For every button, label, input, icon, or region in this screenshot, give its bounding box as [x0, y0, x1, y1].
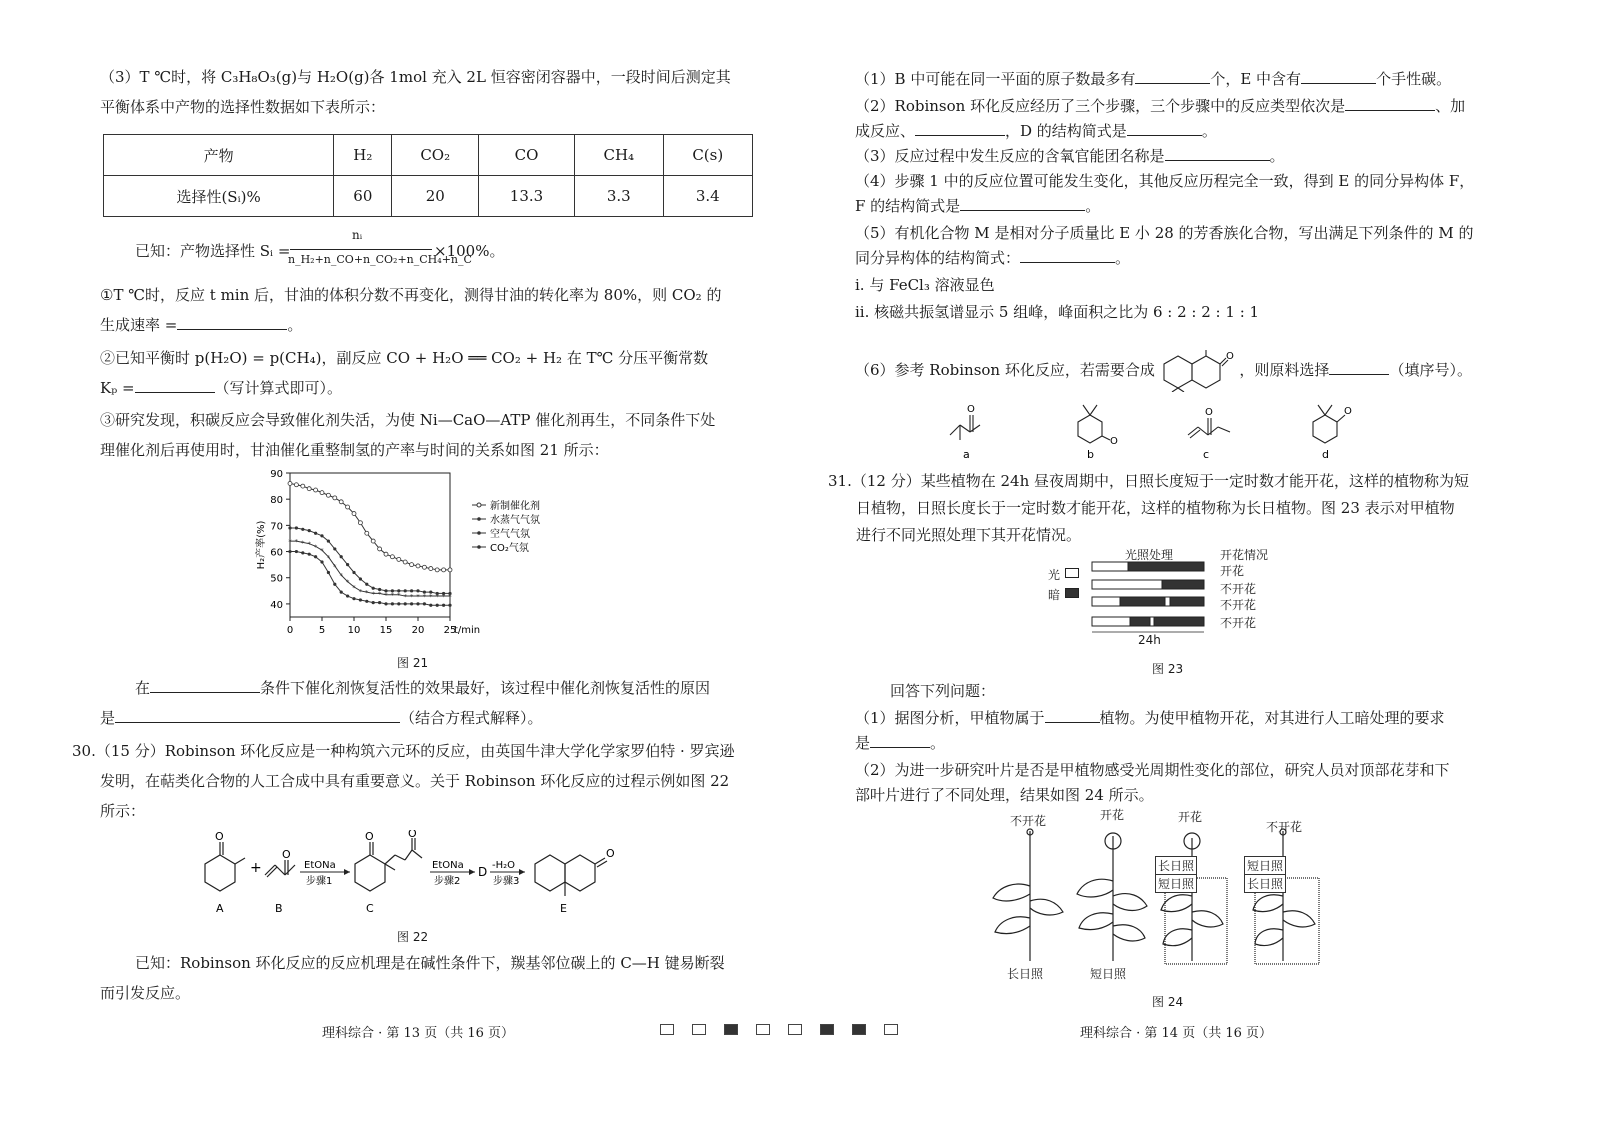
box4-inner-label: 长日照	[1244, 874, 1286, 893]
data-point: *	[326, 553, 331, 562]
data-point: *	[448, 593, 452, 602]
y-tick-label: 70	[270, 521, 283, 533]
legend-light-box	[1065, 568, 1079, 578]
step3-reagent: -H₂O	[492, 860, 516, 871]
option-b-structure	[1078, 405, 1110, 443]
option-label[interactable]: c	[1203, 448, 1210, 460]
atom-o: O	[1205, 407, 1213, 418]
answer-blank[interactable]	[1329, 360, 1389, 375]
bar-1	[1092, 562, 1204, 571]
data-point	[314, 532, 317, 535]
table-cell: 20	[392, 176, 479, 217]
answer-blank[interactable]	[1135, 69, 1210, 84]
data-point	[429, 567, 433, 571]
legend-marker	[477, 503, 481, 507]
a1b: 植物。为使甲植物开花，对其进行人工暗处理的要求	[1099, 709, 1445, 727]
atom-o: O	[408, 830, 417, 840]
fig24-caption: 图 24	[1152, 995, 1184, 1009]
y-tick-label: 90	[270, 469, 283, 480]
print-mark	[724, 1024, 738, 1035]
item1-line1: ①T ℃时，反应 t min 后，甘油的体积分数不再变化，测得甘油的转化率为 80%，则 CO₂ 的	[100, 286, 722, 304]
chart-legend	[472, 499, 540, 554]
data-point: *	[422, 593, 427, 602]
data-point	[371, 539, 375, 543]
plus-sign: +	[250, 860, 262, 876]
q4-end: 。	[1085, 197, 1101, 215]
chart-axes	[254, 469, 480, 636]
answer-blank[interactable]	[1301, 69, 1376, 84]
data-point: *	[352, 583, 356, 592]
y-tick-label: 80	[270, 495, 283, 507]
q4b: F 的结构简式是	[855, 197, 961, 215]
legend-light-label: 光	[1048, 568, 1061, 582]
data-point: *	[294, 538, 299, 547]
data-point	[416, 564, 420, 568]
table-header: CO	[478, 135, 574, 176]
q31-line2: 日植物，日照长度长于一定时数才能开花，这样的植物称为长日植物。图 23 表示对甲植物	[856, 499, 1455, 517]
answer-blank[interactable]	[150, 678, 260, 693]
answer-blank[interactable]	[1165, 146, 1270, 161]
data-point	[372, 601, 375, 604]
data-point: *	[435, 593, 439, 602]
legend-label: 水蒸气气氛	[490, 515, 540, 526]
plant-4	[1253, 829, 1319, 964]
item2	[100, 343, 760, 403]
a2-line2: 部叶片进行了不同处理，结果如图 24 所示。	[855, 786, 1154, 804]
atom-o: O	[967, 404, 975, 415]
item2-end: （写计算式即可）。	[214, 379, 343, 397]
x-tick-label: 10	[347, 625, 361, 636]
legend-label: 空气气氛	[490, 529, 530, 540]
q5b: 同分异构体的结构简式：	[855, 249, 1021, 267]
data-point	[327, 539, 330, 542]
q2e: 。	[1201, 122, 1217, 140]
data-point	[327, 571, 330, 574]
after-fig21-b: 条件下催化剂恢复活性的效果最好，该过程中催化剂恢复活性的原因	[260, 679, 711, 697]
print-mark	[660, 1024, 674, 1035]
option-label[interactable]: d	[1322, 448, 1329, 460]
y-tick-label: 60	[270, 547, 283, 559]
option-c-structure	[1188, 418, 1230, 438]
data-point	[435, 568, 439, 572]
atom-o: O	[1110, 436, 1118, 447]
data-point: *	[333, 562, 337, 571]
data-point	[288, 550, 291, 553]
step1-reagent: EtONa	[304, 860, 336, 871]
step3-label: 步骤3	[493, 876, 520, 887]
data-point	[314, 555, 317, 558]
result: 不开花	[1220, 598, 1257, 612]
data-point	[410, 589, 413, 592]
data-point: *	[371, 590, 375, 599]
q3-intro	[100, 62, 760, 122]
data-point	[295, 526, 298, 529]
data-point	[403, 560, 407, 564]
fig23-col2: 开花情况	[1220, 548, 1269, 562]
q6b: ，则原料选择	[1239, 361, 1330, 379]
item1	[100, 280, 760, 340]
data-point: *	[301, 539, 305, 548]
known2	[100, 948, 760, 1008]
data-point: *	[384, 591, 388, 600]
fig21-caption: 图 21	[397, 656, 429, 670]
legend-dark-label: 暗	[1048, 588, 1061, 602]
known-formula-suffix: ×100%。	[434, 242, 505, 260]
step1-label: 步骤1	[306, 876, 333, 887]
fig24-bottom-label: 长日照	[1007, 967, 1044, 981]
data-point	[308, 553, 311, 556]
table-header: 产物	[104, 135, 334, 176]
fig24-top-label: 不开花	[1266, 820, 1303, 834]
atom-o: O	[365, 830, 374, 843]
legend-dark-box	[1065, 588, 1079, 598]
plant-3	[1161, 833, 1227, 964]
q2d: ，D 的结构简式是	[1005, 122, 1127, 140]
data-point: *	[313, 543, 318, 552]
item3-line1: ③研究发现，积碳反应会导致催化剂失活，为使 Ni—CaO—ATP 催化剂再生，不同条件下处	[100, 411, 716, 429]
y-tick-label: 40	[270, 599, 283, 611]
data-point	[384, 602, 387, 605]
page-footer: 理科综合 · 第 14 页（共 16 页）	[1080, 1026, 1273, 1041]
q3-intro-line2: 平衡体系中产物的选择性数据如下表所示：	[100, 98, 386, 116]
data-point	[294, 483, 298, 487]
answer-blank[interactable]	[1127, 121, 1202, 136]
known2-line1: 已知：Robinson 环化反应的反应机理是在碱性条件下，羰基邻位碳上的 C—H 键易断裂	[135, 954, 725, 972]
table-header: C(s)	[663, 135, 752, 176]
data-point	[390, 555, 394, 559]
known-formula-numerator: nᵢ	[352, 228, 363, 242]
answer-blank[interactable]	[115, 708, 400, 723]
answer-blank[interactable]	[960, 196, 1085, 211]
legend-label: 新制催化剂	[490, 501, 540, 512]
data-point	[359, 598, 362, 601]
plant-2	[1077, 833, 1147, 961]
data-point	[295, 550, 298, 553]
after-fig21-a: 在	[135, 679, 151, 697]
item3	[100, 405, 760, 465]
answer-blank[interactable]	[1045, 708, 1100, 723]
answer-blank[interactable]	[915, 121, 1005, 136]
data-point	[448, 604, 451, 607]
q30-line2: 发明，在萜类化合物的人工合成中具有重要意义。关于 Robinson 环化反应的过程示例如图 22	[100, 772, 730, 790]
q1b: 个，E 中含有	[1210, 70, 1302, 88]
page-footer: 理科综合 · 第 13 页（共 16 页）	[322, 1026, 515, 1041]
intermediate-d: D	[478, 865, 488, 879]
q6	[855, 350, 1472, 392]
data-point: *	[409, 593, 414, 602]
table-cell: 13.3	[478, 176, 574, 217]
q30-subquestions	[855, 64, 1545, 327]
item2-line1: ②已知平衡时 p(H₂O) = p(CH₄)，副反应 CO + H₂O ══ CO₂ + H₂ 在 T℃ 分压平衡常数	[100, 349, 709, 367]
box3-inner-label: 短日照	[1155, 874, 1197, 893]
data-point	[320, 491, 324, 495]
data-point	[346, 594, 349, 597]
option-a-structure	[950, 415, 980, 440]
data-point	[365, 583, 368, 586]
table-header: H₂	[334, 135, 392, 176]
label-a: A	[216, 902, 224, 915]
data-point: *	[416, 593, 420, 602]
fig24-bottom-label: 短日照	[1090, 967, 1127, 981]
target-molecule	[1160, 350, 1235, 392]
after-fig21-d: （结合方程式解释）。	[400, 709, 543, 727]
result: 不开花	[1220, 616, 1257, 630]
data-point	[339, 500, 343, 504]
fig22-scheme	[190, 830, 620, 920]
option-d-structure	[1313, 405, 1345, 443]
q1: （1）B 中可能在同一平面的原子数最多有	[855, 70, 1136, 88]
data-point: *	[390, 591, 395, 600]
q30-line3: 所示：	[100, 802, 146, 820]
a2-line1: （2）为进一步研究叶片是否是甲植物感受光周期性变化的部位，研究人员对顶部花芽和下	[855, 761, 1450, 779]
answer-blank[interactable]	[177, 315, 287, 330]
step2-label: 步骤2	[434, 876, 461, 887]
q6c: （填序号）。	[1389, 361, 1472, 379]
fig24-top-label: 不开花	[1010, 814, 1047, 828]
answer-blank[interactable]	[1345, 96, 1435, 111]
data-point	[308, 529, 311, 532]
data-point	[288, 481, 292, 485]
atom-o: O	[215, 830, 224, 843]
data-point	[404, 589, 407, 592]
data-point	[423, 602, 426, 605]
after-fig21-c: 是	[100, 709, 116, 727]
data-point	[384, 552, 388, 556]
data-point	[340, 591, 343, 594]
fraction-bar	[290, 249, 432, 250]
x-axis-label: t/min	[454, 625, 481, 636]
data-point	[346, 563, 349, 566]
step2-reagent: EtONa	[432, 860, 464, 871]
q31-line1: 31.（12 分）某些植物在 24h 昼夜周期中，日照长度短于一定时数才能开花，这样的植物称为短	[828, 472, 1469, 490]
q1c: 个手性碳。	[1376, 70, 1452, 88]
item2-line2: Kₚ =	[100, 379, 135, 397]
data-point	[326, 493, 330, 497]
label-e: E	[560, 902, 567, 915]
a1d: 。	[930, 734, 946, 752]
table-header: CH₄	[575, 135, 664, 176]
data-point	[358, 521, 362, 525]
box4-outer-label: 短日照	[1244, 856, 1286, 875]
table-header-row	[104, 135, 753, 176]
table-row	[104, 176, 753, 217]
atom-o: O	[282, 848, 291, 861]
x-tick-label: 20	[411, 625, 425, 636]
data-point	[352, 512, 356, 516]
svg-text:O: O	[1225, 351, 1234, 362]
data-point	[378, 547, 382, 551]
arrowhead	[519, 869, 525, 875]
table-cell: 60	[334, 176, 392, 217]
options-structures	[940, 400, 1360, 460]
x-tick-label: 15	[379, 625, 393, 636]
data-point	[416, 589, 419, 592]
q2c: 成反应、	[855, 122, 916, 140]
a1c: 是	[855, 734, 871, 752]
data-point	[365, 600, 368, 603]
data-point	[352, 571, 355, 574]
data-point	[301, 528, 304, 531]
box3-outer-label: 长日照	[1155, 856, 1197, 875]
fig23-caption: 图 23	[1152, 662, 1184, 676]
answer-blank[interactable]	[1020, 248, 1115, 263]
q30	[72, 736, 762, 826]
q5ii: ii. 核磁共振氢谱显示 5 组峰，峰面积之比为 6 : 2 : 2 : 1 : 1	[855, 303, 1260, 321]
data-point: *	[339, 572, 343, 581]
right-page	[800, 0, 1600, 1130]
data-point	[307, 487, 311, 491]
molecule-a	[205, 842, 245, 891]
selectivity-table	[103, 134, 753, 217]
data-point	[410, 602, 413, 605]
data-point: *	[365, 589, 369, 598]
q3-intro-line1: （3）T ℃时，将 C₃H₈O₃(g)与 H₂O(g)各 1mol 充入 2L 恒容密闭容器中，一段时间后测定其	[100, 68, 731, 86]
data-point	[410, 563, 414, 567]
data-point	[416, 602, 419, 605]
data-point	[333, 496, 337, 500]
data-point: *	[345, 578, 350, 587]
atom-o: O	[1344, 406, 1352, 417]
legend-marker	[477, 517, 481, 521]
molecule-e	[535, 855, 607, 896]
bar-3	[1092, 597, 1204, 606]
q31-line3: 进行不同光照处理下其开花情况。	[856, 526, 1082, 544]
arrowhead	[469, 869, 475, 875]
fig22-caption: 图 22	[397, 930, 429, 944]
data-point: *	[320, 547, 324, 556]
item3-line2: 理催化剂后再使用时，甘油催化重整制氢的产率与时间的关系如图 21 所示：	[100, 441, 609, 459]
chart-series	[288, 481, 452, 606]
data-point	[320, 534, 323, 537]
q3: （3）反应过程中发生反应的含氧官能团名称是	[855, 147, 1165, 165]
bar-4	[1092, 617, 1204, 626]
fig23-axis: 24h	[1138, 633, 1161, 647]
data-point	[333, 547, 336, 550]
answer-blank[interactable]	[870, 733, 930, 748]
option-label[interactable]: a	[963, 448, 970, 460]
q5-end: 。	[1115, 249, 1131, 267]
data-point	[288, 526, 291, 529]
data-point	[397, 602, 400, 605]
data-point: *	[397, 591, 401, 600]
data-point	[436, 604, 439, 607]
q3-end: 。	[1269, 147, 1285, 165]
label-c: C	[366, 902, 374, 915]
after-fig21	[100, 673, 760, 733]
legend-label: CO₂气氛	[490, 543, 529, 554]
print-mark	[692, 1024, 706, 1035]
q31	[828, 466, 1548, 550]
fig23-col1: 光照处理	[1125, 548, 1174, 562]
data-point	[346, 505, 350, 509]
q30-line1: 30.（15 分）Robinson 环化反应是一种构筑六元环的反应，由英国牛津大学化学家罗伯特 · 罗宾逊	[72, 742, 735, 760]
item1-line2: 生成速率 =	[100, 316, 178, 334]
q5a: （5）有机化合物 M 是相对分子质量比 E 小 28 的芳香族化合物，写出满足下列条件的 M 的	[855, 224, 1474, 242]
q6a: （6）参考 Robinson 环化反应，若需要合成	[855, 361, 1155, 379]
legend-marker	[477, 531, 481, 535]
bar-2	[1092, 580, 1204, 589]
q5i: i. 与 FeCl₃ 溶液显色	[855, 276, 995, 294]
data-point	[442, 604, 445, 607]
q4a: （4）步骤 1 中的反应位置可能发生变化，其他反应历程完全一致，得到 E 的同分异构体 F，	[855, 172, 1475, 190]
known-formula-denominator: n_H₂+n_CO+n_CO₂+n_CH₄+n_C	[288, 253, 472, 266]
answers	[855, 676, 1545, 810]
x-tick-label: 25	[443, 625, 457, 636]
result: 不开花	[1220, 582, 1257, 596]
molecule-c	[355, 838, 422, 891]
q2b: 、加	[1435, 97, 1466, 115]
data-point	[340, 555, 343, 558]
data-point: *	[288, 538, 292, 547]
x-tick-label: 5	[318, 625, 326, 636]
data-point: *	[307, 540, 311, 549]
data-point	[448, 568, 452, 572]
data-point: *	[377, 590, 382, 599]
data-point: *	[429, 593, 433, 602]
known2-line2: 而引发反应。	[100, 984, 191, 1002]
data-point	[320, 560, 323, 563]
data-point	[333, 583, 336, 586]
legend-marker	[477, 545, 481, 549]
fig24-top-label: 开花	[1100, 808, 1125, 822]
data-point	[391, 602, 394, 605]
data-point	[314, 488, 318, 492]
atom-o: O	[606, 847, 615, 860]
data-point	[397, 557, 401, 561]
data-point: *	[441, 593, 446, 602]
table-cell: 3.4	[663, 176, 752, 217]
plant-1	[993, 829, 1063, 961]
data-point	[372, 587, 375, 590]
arrowhead	[344, 869, 350, 875]
x-tick-label: 0	[286, 625, 294, 636]
data-point	[301, 551, 304, 554]
data-point	[442, 568, 446, 572]
data-point	[301, 484, 305, 488]
a1a: （1）据图分析，甲植物属于	[855, 709, 1045, 727]
result: 开花	[1220, 564, 1245, 578]
data-point	[429, 604, 432, 607]
known-formula-prefix: 已知：产物选择性 Sᵢ =	[135, 242, 291, 260]
data-point	[422, 565, 426, 569]
table-row-label: 选择性(Sᵢ)%	[104, 176, 334, 217]
table-cell: 3.3	[575, 176, 664, 217]
fig24-plants	[985, 826, 1335, 971]
data-point	[404, 602, 407, 605]
series-line	[290, 483, 450, 569]
fig24-top-label: 开花	[1178, 810, 1203, 824]
data-point	[378, 601, 381, 604]
y-axis-label: H₂产率(%)	[256, 520, 267, 570]
data-point	[359, 577, 362, 580]
option-label[interactable]: b	[1087, 448, 1094, 460]
q2a: （2）Robinson 环化反应经历了三个步骤，三个步骤中的反应类型依次是	[855, 97, 1346, 115]
data-point: *	[358, 587, 363, 596]
fig21-chart	[250, 465, 570, 645]
print-mark	[756, 1024, 770, 1035]
data-point	[352, 597, 355, 600]
item1-end: 。	[287, 316, 303, 334]
answer-intro: 回答下列问题：	[890, 682, 996, 700]
answer-blank[interactable]	[135, 378, 215, 393]
table-header: CO₂	[392, 135, 479, 176]
molecule-b	[265, 860, 295, 877]
data-point: *	[403, 593, 407, 602]
y-tick-label: 50	[270, 573, 283, 585]
label-b: B	[275, 902, 283, 915]
data-point	[365, 531, 369, 535]
